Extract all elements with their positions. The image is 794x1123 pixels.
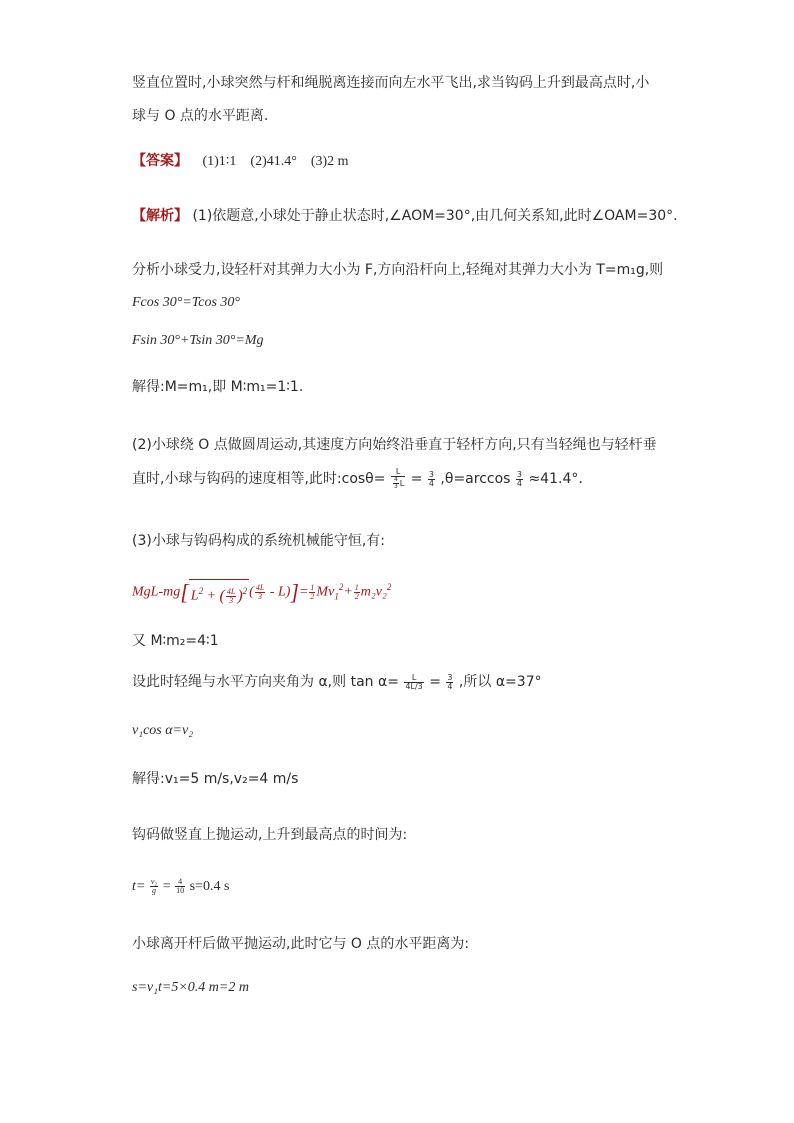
result-1: 解得:M=m₁,即 M∶m₁=1∶1. (132, 379, 304, 395)
cos-fraction: L $\frac{4}{3}$ L (391, 468, 405, 490)
tan-fraction: $\frac{L}{4L/3}$ (405, 672, 423, 691)
ball-intro: 小球离开杆后做平抛运动,此时它与 O 点的水平距离为: (132, 936, 470, 952)
force-intro: 分析小球受力,设轻杆对其弹力大小为 F,方向沿杆向上,轻绳对其弹力大小为 T=m₁g,则 (132, 262, 664, 278)
v-over-g: $\frac{\text{v₂}}{g}$ (150, 877, 158, 896)
part2-line-2: 直时,小球与钩码的速度相等,此时:cosθ= L $\frac{4}{3}$ L = $\frac{3}{4}$ ,θ=arccos $\frac{3}{4}$ ≈41.4°. (132, 467, 583, 490)
sqrt-term: $L^2$ + ( $\frac{4L}{3}$ )$^2$ (189, 579, 249, 606)
analysis-text: (1)依题意,小球处于静止状态时,∠AOM=30°,由几何关系知,此时∠OAM=30°. (192, 208, 678, 224)
intro-line-2: 球与 O 点的水平距离. (132, 108, 269, 124)
analysis-label: 【解析】 (132, 208, 188, 224)
part3-line: (3)小球与钩码构成的系统机械能守恒,有: (132, 533, 385, 549)
ratio-line: 又 M∶m₂=4∶1 (132, 633, 219, 649)
angle-line: 设此时轻绳与水平方向夹角为 α,则 tan α= $\frac{L}{4L/3}$ = $\frac{3}{4}$ ,所以 α=37° (132, 672, 542, 691)
analysis-line (132, 207, 678, 225)
hook-intro: 钩码做竖直上抛运动,上升到最高点的时间为: (132, 827, 408, 843)
three-quarters-1: $\frac{3}{4}$ (428, 469, 434, 488)
part2-line-1: (2)小球绕 O 点做圆周运动,其速度方向始终沿垂直于轻杆方向,只有当轻绳也与轻杆垂 (132, 437, 657, 453)
four-tenths: $\frac{4}{10}$ (176, 877, 185, 896)
answer-label: 【答案】 (132, 153, 188, 169)
velocity-equation: v₁cos α=v₂ (132, 723, 194, 738)
answer-body: (1)1∶1 (2)41.4° (3)2 m (202, 154, 349, 169)
answer-line (132, 152, 349, 171)
intro-line-1: 竖直位置时,小球突然与杆和绳脱离连接而向左水平飞出,求当钩码上升到最高点时,小 (132, 75, 650, 91)
distance-equation: s=v₁t=5×0.4 m=2 m (132, 980, 249, 995)
velocity-result: 解得:v₁=5 m/s,v₂=4 m/s (132, 771, 299, 787)
three-quarters-2: $\frac{3}{4}$ (516, 469, 522, 488)
energy-equation: MgL-mg[ $L^2$ + ( $\frac{4L}{3}$ )$^2$ ( $\frac{4L}{3}$ - L)]= $\frac{1}{2}$ $Mv_1^2+$ $\frac{1}{2}$ m₂v₂$^2$ (132, 579, 392, 606)
time-equation: t= $\frac{\text{v₂}}{g}$ = $\frac{4}{10}$ s=0.4 s (132, 877, 230, 896)
equation-1: Fcos 30°=Tcos 30° (132, 295, 241, 310)
equation-2: Fsin 30°+Tsin 30°=Mg (132, 333, 264, 348)
